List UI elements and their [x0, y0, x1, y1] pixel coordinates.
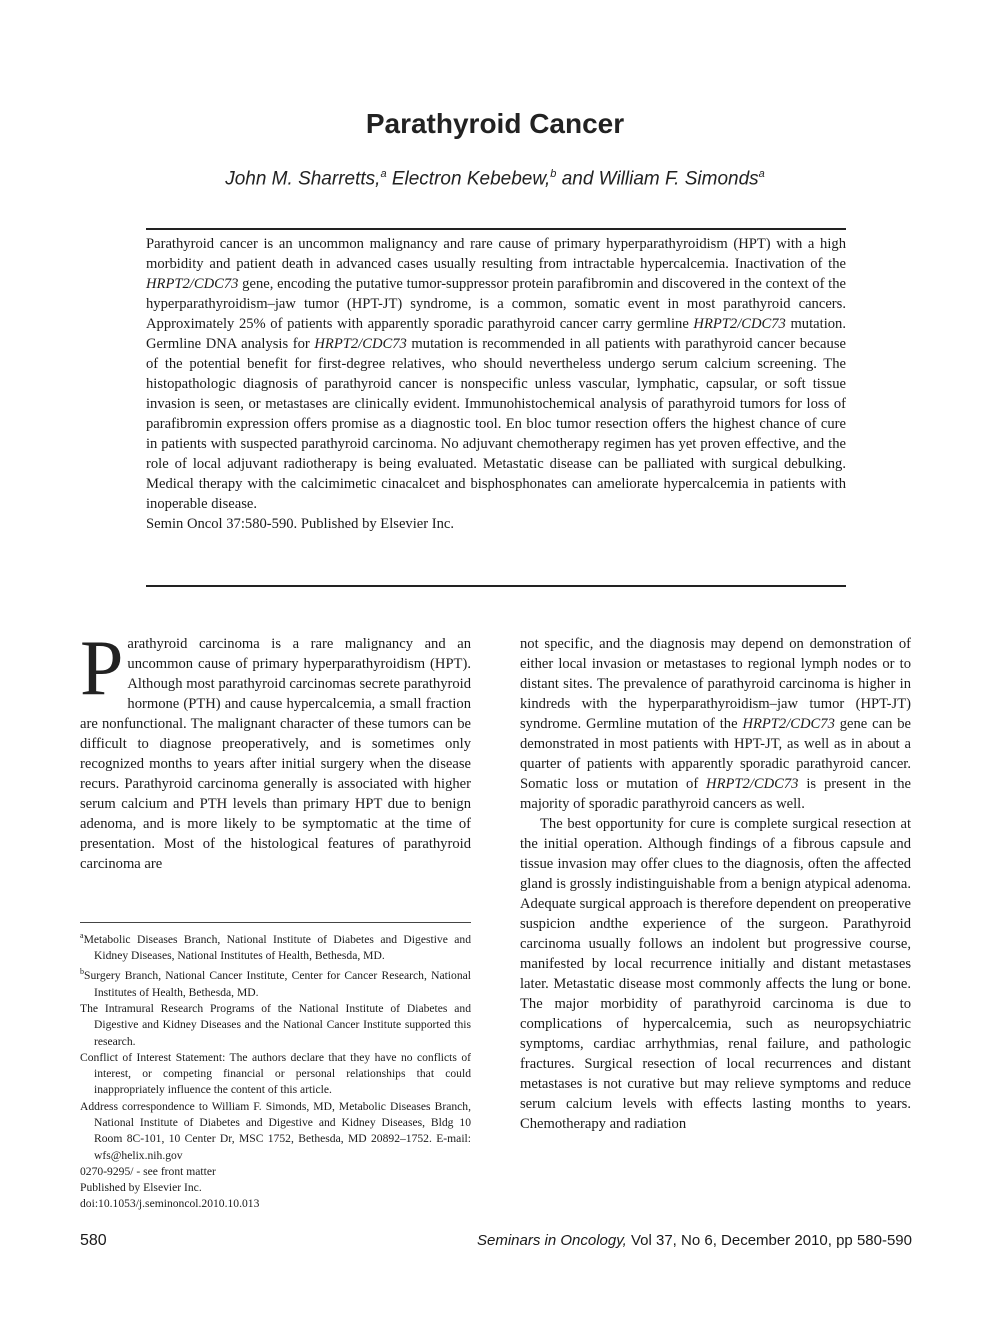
gene-name: HRPT2/CDC73 [742, 716, 835, 732]
abstract [146, 234, 846, 534]
footnote-doi: doi:10.1053/j.seminoncol.2010.10.013 [80, 1197, 260, 1211]
body-paragraph: not specific, and the diagnosis may depend on demonstration of either local invasion or metastases to regional lymph nodes or to distant sites. The prevalence of parathyroid carcinoma is higher in kindreds with the hyperparathyroidism–jaw tumor (HPT-JT) syndrome. Germline mutation of the HRPT2/CDC73 gene can be demonstrated in most patients with HPT-JT, as well as in about a quarter of patients with apparently sporadic parathyroid cancer. Somatic loss or mutation of HRPT2/CDC73 is present in the majority of sporadic parathyroid cancers as well. [520, 636, 911, 812]
body-column-right [520, 634, 911, 1134]
email-link[interactable]: wfs@helix.nih.gov [94, 1148, 183, 1162]
gene-name: HRPT2/CDC73 [706, 776, 799, 792]
journal-name: Seminars in Oncology, [477, 1232, 627, 1249]
footnote-funding: The Intramural Research Programs of the National Institute of Diabetes and Digestive and Kidney Diseases and the National Cancer Institute supported this research. [80, 1001, 471, 1048]
footnote-issn: 0270-9295/ - see front matter [80, 1164, 216, 1178]
affiliation-mark: a [380, 168, 387, 180]
footnote-address: Address correspondence to William F. Simonds, MD, Metabolic Diseases Branch, National Institute of Diabetes and Digestive and Kidney Diseases, Bldg 10 Room 8C-101, 10 Center Dr, MSC 1752, Bethesda, MD 20892–1752. E-mail: wfs@helix.nih.gov [80, 1099, 471, 1162]
gene-name: HRPT2/CDC73 [146, 276, 239, 292]
journal-citation: Seminars in Oncology, Vol 37, No 6, December 2010, pp 580-590 [477, 1232, 912, 1249]
body-paragraph: The best opportunity for cure is complete surgical resection at the initial operation. Although findings of a fibrous capsule and tissue invasion may offer clues to the diagnosis, often the affected gland is grossly indistinguishable from a benign atypical adenoma. Adequate surgical approach is therefore dependent on preoperative suspicion andthe experience of the surgeon. Parathyroid carcinoma usually follows an indolent but progressive course, manifested by local recurrence initially and distant metastases later. Metastatic disease most commonly affects the lung or bone. The major morbidity of parathyroid carcinoma is due to complications of hypercalcemia, such as neuropsychiatric symptoms, cardiac arrhythmias, renal failure, and pathologic fractures. Surgical resection of local recurrences and distant metastases is not curative but may relieve symptoms and reduce serum calcium levels with effects lasting months to years. Chemotherapy and radiation [520, 816, 911, 1132]
abstract-text: Parathyroid cancer is an uncommon malignancy and rare cause of primary hyperparathyroidism (HPT) with a high morbidity and patient death in advanced cases usually resulting from intractable hypercalcemia. Inactivation of the HRPT2/CDC73 gene, encoding the putative tumor-suppressor protein parafibromin and discovered in the context of the hyperparathyroidism–jaw tumor (HPT-JT) syndrome, is a common, somatic event in most parathyroid cancers. Approximately 25% of patients with apparently sporadic parathyroid cancer carry germline HRPT2/CDC73 mutation. Germline DNA analysis for HRPT2/CDC73 mutation is recommended in all patients with parathyroid cancer because of the potential benefit for first-degree relatives, who should nevertheless undergo serum calcium screening. The histopathologic diagnosis of parathyroid cancer is nonspecific unless vascular, lymphatic, capsular, or soft tissue invasion is seen, or metastases are clinically evident. Immunohistochemical analysis of parathyroid tumors for loss of parafibromin expression offers promise as a diagnostic tool. En bloc tumor resection offers the highest chance of cure in patients with suspected parathyroid carcinoma. No adjuvant chemotherapy regimen has yet proven effective, and the role of local adjuvant radiotherapy is being evaluated. Metastatic disease can be palliated with surgical debulking. Medical therapy with the calcimimetic cinacalcet and bisphosphonates can ameliorate hypercalcemia in patients with inoperable disease. [146, 236, 846, 512]
footnotes [80, 928, 471, 1213]
footnote-affiliation-b: $^b$Surgery Branch, National Cancer Institute, Center for Cancer Research, National Institutes of Health, Bethesda, MD. [80, 967, 471, 999]
footnote-affiliation-a: $^a$Metabolic Diseases Branch, National Institute of Diabetes and Digestive and Kidney Diseases, National Institutes of Health, Bethesda, MD. [80, 931, 471, 963]
drop-cap: P [80, 624, 124, 711]
abstract-citation: Semin Oncol 37:580-590. Published by Elsevier Inc. [146, 516, 455, 532]
abstract-top-rule [146, 228, 846, 230]
article-title: Parathyroid Cancer [365, 108, 625, 139]
body-paragraph: Parathyroid carcinoma is a rare malignancy and an uncommon cause of primary hyperparathyroidism (HPT). Although most parathyroid carcinomas secrete parathyroid hormone (PTH) and cause hypercalcemia, a small fraction are nonfunctional. The malignant character of these tumors can be difficult to diagnose preoperatively, and is sometimes only recognized months to years after initial surgery when the disease recurs. Parathyroid carcinoma generally is associated with higher serum calcium and PTH levels than primary HPT due to benign adenoma, and is more likely to be symptomatic at the time of presentation. Most of the histological features of parathyroid carcinoma are [80, 624, 471, 872]
author-list [0, 168, 990, 190]
author-name: Electron Kebebew, [391, 168, 551, 190]
footnote-publisher: Published by Elsevier Inc. [80, 1181, 202, 1195]
abstract-bottom-rule [146, 585, 846, 587]
author-name: John M. Sharretts, [225, 168, 381, 190]
footnote-conflict: Conflict of Interest Statement: The authors declare that they have no conflicts of interest, or competing financial or personal relationships that could inappropriately influence the content of this article. [80, 1050, 471, 1097]
body-column-left [80, 624, 471, 874]
footnote-rule [80, 922, 471, 923]
affiliation-mark: b [550, 168, 557, 180]
affiliation-mark: a [758, 168, 765, 180]
author-name: and William F. Simonds [561, 168, 759, 190]
page-number: 580 [80, 1232, 107, 1249]
gene-name: HRPT2/CDC73 [314, 336, 407, 352]
gene-name: HRPT2/CDC73 [693, 316, 786, 332]
